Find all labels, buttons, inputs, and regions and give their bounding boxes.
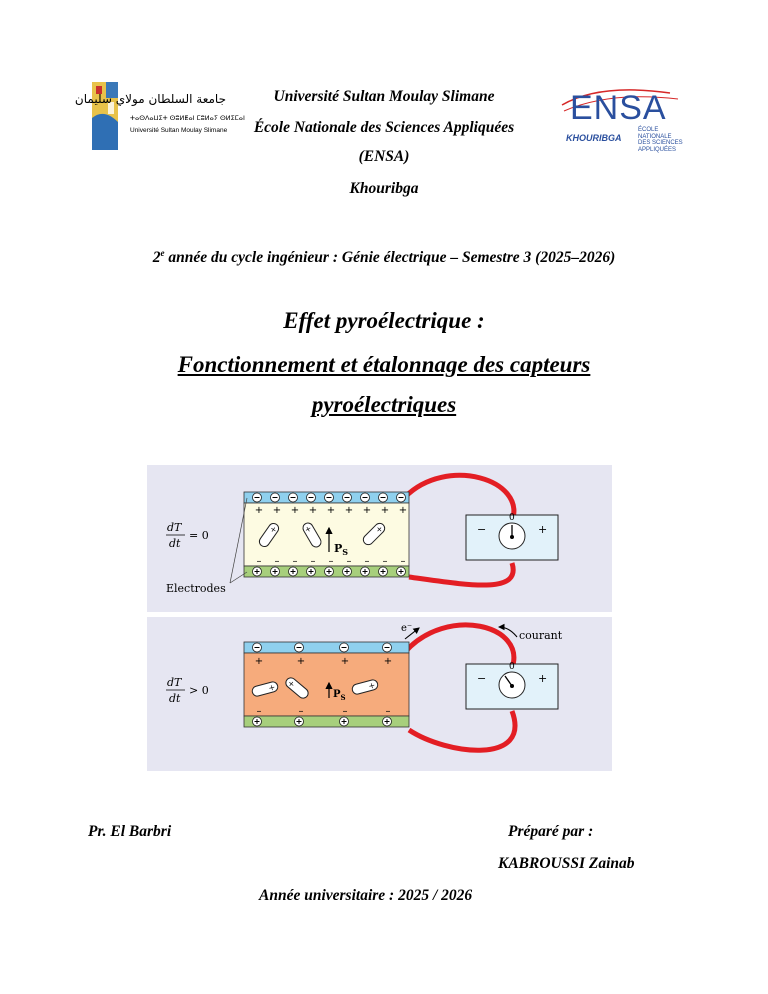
usms-arabic-name: جامعة السلطان مولاي سليمان xyxy=(74,92,226,106)
top-bound-minus xyxy=(257,556,406,567)
bottom-meter-zero: 0 xyxy=(509,662,515,672)
bound-plus-sign: + xyxy=(254,656,264,667)
hole-charge xyxy=(295,717,304,726)
svg-text:+: + xyxy=(285,678,297,690)
top-hole-charges xyxy=(253,567,406,576)
bound-plus-sign: + xyxy=(380,505,390,516)
bound-minus-sign: – xyxy=(342,706,348,717)
electron-label: e⁻ xyxy=(401,623,413,634)
title-line-3: pyroélectriques xyxy=(311,392,457,417)
prepared-by-label: Préparé par : xyxy=(508,823,594,840)
svg-text:+: + xyxy=(367,680,377,691)
ensa-wordmark: ENSA xyxy=(570,89,667,127)
pyroelectric-figure xyxy=(147,465,612,771)
bottom-eq-rhs: > 0 xyxy=(189,684,209,697)
electron-charge xyxy=(397,493,406,502)
usms-tifinagh-name: ⵜⴰⵙⴷⴰⵡⵉⵜ ⵙⵓⵍⵟⴰⵏ ⵎⵓⵍⴰⵢ ⵙⵍⵉⵎⴰⵏ xyxy=(130,114,245,122)
top-bound-plus xyxy=(255,505,407,516)
city-name: Khouribga xyxy=(349,180,419,197)
university-name: Université Sultan Moulay Slimane xyxy=(273,88,495,105)
ensa-sub-line: APPLIQUÉES xyxy=(638,146,677,153)
academic-year: Année universitaire : 2025 / 2026 xyxy=(259,887,473,904)
hole-charge xyxy=(340,717,349,726)
bound-plus-sign: + xyxy=(272,505,282,516)
hole-charge xyxy=(253,567,262,576)
bound-plus-sign: + xyxy=(398,505,408,516)
electron-charge xyxy=(361,493,370,502)
top-meter-zero: 0 xyxy=(509,513,515,523)
hole-charge xyxy=(361,567,370,576)
electron-charge xyxy=(325,493,334,502)
bound-minus-sign: – xyxy=(256,706,262,717)
top-eq-numerator: dT xyxy=(167,521,182,534)
title-line-2: Fonctionnement et étalonnage des capteurs xyxy=(177,352,591,377)
hole-charge xyxy=(271,567,280,576)
bottom-meter-plus: + xyxy=(538,672,548,685)
hole-charge xyxy=(289,567,298,576)
hole-charge xyxy=(307,567,316,576)
bound-minus-sign: – xyxy=(385,706,391,717)
electron-charge xyxy=(343,493,352,502)
electron-charge xyxy=(253,493,262,502)
electron-charge xyxy=(383,643,392,652)
top-meter-plus: + xyxy=(538,523,548,536)
top-eq-rhs: = 0 xyxy=(189,529,209,542)
electron-charge xyxy=(271,493,280,502)
bottom-eq-numerator: dT xyxy=(167,676,182,689)
electron-charge xyxy=(289,493,298,502)
top-polarization-label: $P_S$ xyxy=(334,542,349,557)
bound-minus-sign: – xyxy=(310,556,316,567)
bottom-polarization-label: $P_S$ xyxy=(333,689,346,702)
ensa-sub-line: ÉCOLE xyxy=(638,127,659,133)
bound-minus-sign: – xyxy=(274,556,280,567)
ensa-sub-line: NATIONALE xyxy=(638,133,672,140)
hole-charge xyxy=(379,567,388,576)
panel-divider xyxy=(147,612,612,617)
electron-charge xyxy=(307,493,316,502)
ensa-sub-line: DES SCIENCES xyxy=(638,140,683,146)
bound-minus-sign: – xyxy=(400,556,406,567)
hole-charge xyxy=(383,717,392,726)
bound-minus-sign: – xyxy=(328,556,334,567)
program-year-sup: e xyxy=(160,248,165,258)
program-description: année du cycle ingénieur : Génie électrique – Semestre 3 (2025–2026) xyxy=(164,249,616,267)
ensa-city: KHOURIBGA xyxy=(566,133,622,143)
electron-charge xyxy=(253,643,262,652)
bound-plus-sign: + xyxy=(290,505,300,516)
bound-minus-sign: – xyxy=(346,556,352,567)
bound-minus-sign: – xyxy=(364,556,370,567)
bottom-eq-denominator: dt xyxy=(169,692,181,705)
bound-plus-sign: + xyxy=(326,505,336,516)
bottom-meter-pivot xyxy=(510,684,514,688)
top-eq-denominator: dt xyxy=(169,537,181,550)
hole-charge xyxy=(253,717,262,726)
svg-text:+: + xyxy=(373,523,385,535)
hole-charge xyxy=(325,567,334,576)
top-electron-charges xyxy=(253,493,406,502)
usms-french-name: Université Sultan Moulay Slimane xyxy=(130,127,228,134)
title-line-1: Effet pyroélectrique : xyxy=(283,308,485,333)
bound-minus-sign: – xyxy=(382,556,388,567)
electron-charge xyxy=(295,643,304,652)
hole-charge xyxy=(397,567,406,576)
student-name: KABROUSSI Zainab xyxy=(498,855,635,872)
bound-plus-sign: + xyxy=(254,505,264,516)
bound-minus-sign: – xyxy=(256,556,262,567)
bound-plus-sign: + xyxy=(383,656,393,667)
bound-plus-sign: + xyxy=(362,505,372,516)
electrodes-label: Electrodes xyxy=(166,582,226,595)
svg-text:+: + xyxy=(267,524,280,535)
bound-plus-sign: + xyxy=(308,505,318,516)
bound-plus-sign: + xyxy=(296,656,306,667)
hole-charge xyxy=(343,567,352,576)
bound-minus-sign: – xyxy=(292,556,298,567)
bound-plus-sign: + xyxy=(340,656,350,667)
svg-text:+: + xyxy=(267,682,277,693)
professor-name: Pr. El Barbri xyxy=(88,823,172,840)
electron-charge xyxy=(340,643,349,652)
school-name: École Nationale des Sciences Appliquées xyxy=(253,119,515,136)
electron-charge xyxy=(379,493,388,502)
program-year: 2 xyxy=(152,249,161,267)
current-label: courant xyxy=(519,629,563,642)
top-meter-pivot xyxy=(510,535,514,539)
top-meter-minus: − xyxy=(477,523,487,536)
school-abbrev: (ENSA) xyxy=(358,148,410,165)
bound-minus-sign: – xyxy=(298,706,304,717)
bound-plus-sign: + xyxy=(344,505,354,516)
bottom-meter-minus: − xyxy=(477,672,487,685)
svg-text:+: + xyxy=(302,524,314,535)
program-line xyxy=(0,248,768,267)
